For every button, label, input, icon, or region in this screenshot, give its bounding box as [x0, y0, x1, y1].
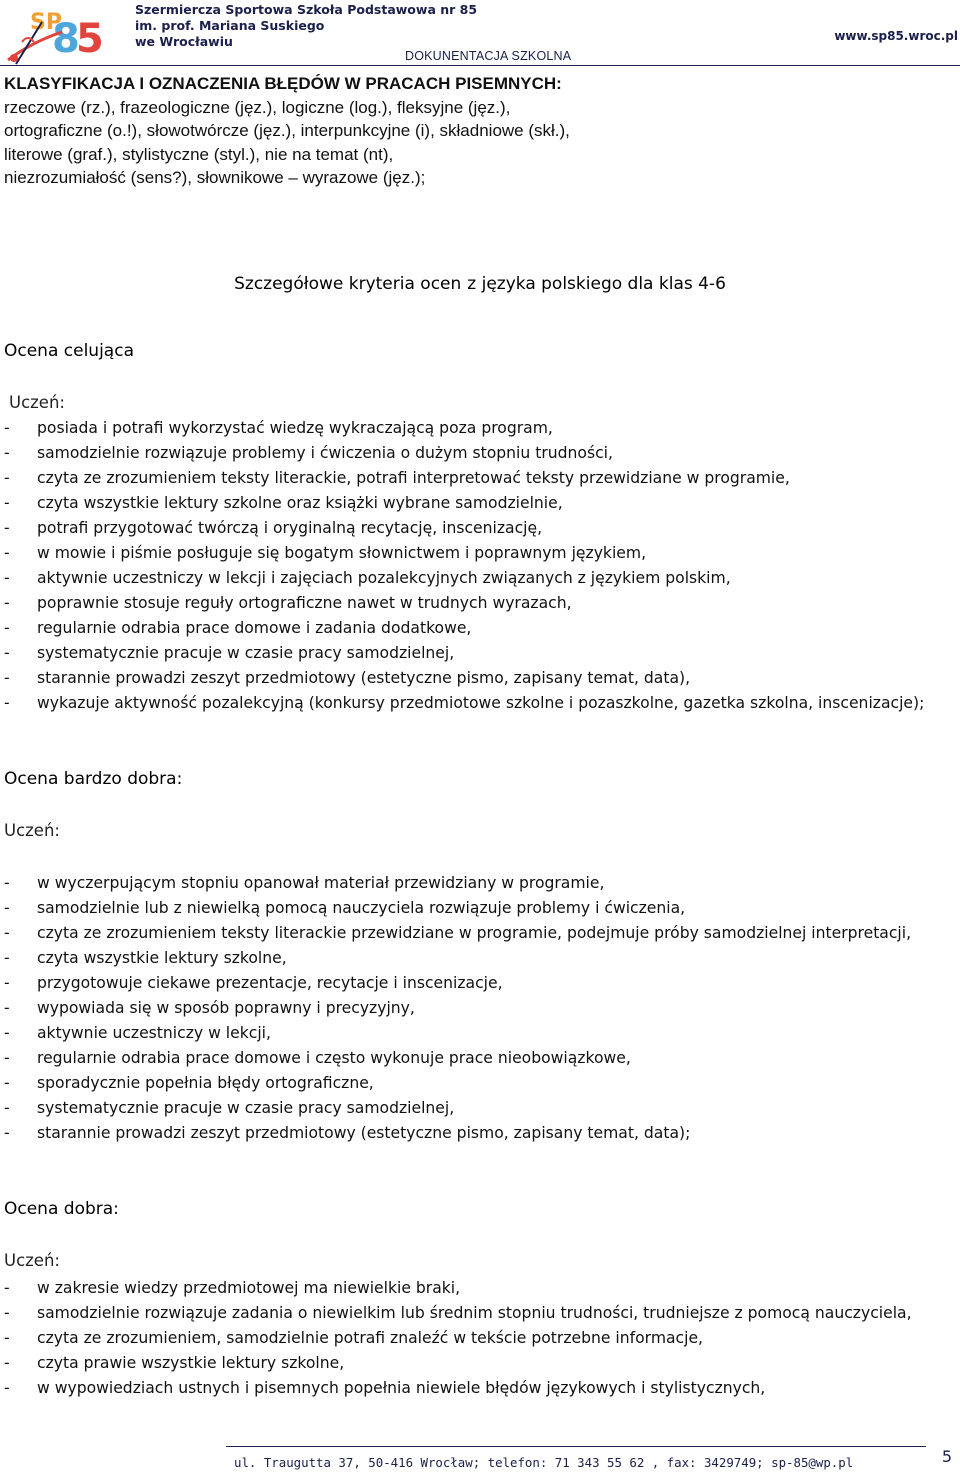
list-item: - sporadycznie popełnia błędy ortograficzne, — [4, 1071, 959, 1096]
document-type: DOKUNENTACJA SZKOLNA — [405, 49, 572, 63]
list-item: - wykazuje aktywność pozalekcyjną (konkursy przedmiotowe szkolne i pozaszkolne, gazetka szkolna, inscenizacje); — [4, 691, 959, 716]
school-name — [135, 2, 477, 50]
classification-line: niezrozumiałość (sens?), słownikowe – wyrazowe (jęz.); — [4, 168, 426, 187]
classification-line: ortograficzne (o.!), słowotwórcze (jęz.), interpunkcyjne (i), składniowe (skł.), — [4, 121, 570, 140]
list-item: - posiada i potrafi wykorzystać wiedzę wykraczającą poza program, — [4, 416, 959, 441]
error-classification — [4, 72, 604, 190]
list-item: - w zakresie wiedzy przedmiotowej ma niewielkie braki, — [4, 1276, 959, 1301]
list-item: - samodzielnie rozwiązuje problemy i ćwiczenia o dużym stopniu trudności, — [4, 441, 959, 466]
list-item: - w wypowiedziach ustnych i pisemnych popełnia niewiele błędów językowych i stylistycznych, — [4, 1376, 959, 1401]
list-item: - samodzielnie lub z niewielką pomocą nauczyciela rozwiązuje problemy i ćwiczenia, — [4, 896, 959, 921]
header-divider — [0, 65, 960, 66]
svg-text:SP: SP — [30, 10, 62, 35]
list-item: - czyta wszystkie lektury szkolne oraz książki wybrane samodzielnie, — [4, 491, 959, 516]
svg-text:8: 8 — [52, 16, 80, 62]
list-item: - starannie prowadzi zeszyt przedmiotowy (estetyczne pismo, zapisany temat, data); — [4, 1121, 959, 1146]
grade-heading-bardzo-dobra: Ocena bardzo dobra: — [4, 769, 183, 789]
list-item: - aktywnie uczestniczy w lekcji, — [4, 1021, 959, 1046]
page-title-part2: z języka polskiego dla klas 4-6 — [467, 274, 726, 294]
list-item: - wypowiada się w sposób poprawny i precyzyjny, — [4, 996, 959, 1021]
list-item: - poprawnie stosuje reguły ortograficzne nawet w trudnych wyrazach, — [4, 591, 959, 616]
list-item: - starannie prowadzi zeszyt przedmiotowy (estetyczne pismo, zapisany temat, data), — [4, 666, 959, 691]
list-item: - czyta ze zrozumieniem, samodzielnie potrafi znaleźć w tekście potrzebne informacje, — [4, 1326, 959, 1351]
classification-line: literowe (graf.), stylistyczne (styl.), nie na temat (nt), — [4, 144, 394, 164]
page-number: 5 — [941, 1447, 952, 1466]
list-item: - regularnie odrabia prace domowe i często wykonuje prace nieobowiązkowe, — [4, 1046, 959, 1071]
list-item: - czyta ze zrozumieniem teksty literackie przewidziane w programie, podejmuje próby samodzielnej interpretacji, — [4, 921, 959, 946]
grade-heading-celujaca: Ocena celująca — [4, 341, 134, 361]
student-label: Uczeń: — [4, 1251, 60, 1270]
list-item: - potrafi przygotować twórczą i oryginalną recytację, inscenizację, — [4, 516, 959, 541]
criteria-list-dobra — [4, 1276, 959, 1401]
list-item: - regularnie odrabia prace domowe i zadania dodatkowe, — [4, 616, 959, 641]
grade-heading-dobra: Ocena dobra: — [4, 1199, 119, 1219]
list-item: - przygotowuje ciekawe prezentacje, recytacje i inscenizacje, — [4, 971, 959, 996]
school-name-line2: im. prof. Mariana Suskiego — [135, 18, 325, 33]
list-item: - aktywnie uczestniczy w lekcji i zajęciach pozalekcyjnych związanych z językiem polskim, — [4, 566, 959, 591]
school-name-line3: we Wrocławiu — [135, 34, 233, 49]
page-title-part1: Szczegółowe kryteria ocen — [234, 274, 462, 294]
page-title — [0, 274, 960, 294]
list-item: - czyta prawie wszystkie lektury szkolne, — [4, 1351, 959, 1376]
school-name-line1: Szermiercza Sportowa Szkoła Podstawowa nr 85 — [135, 2, 478, 17]
list-item: - w wyczerpującym stopniu opanował materiał przewidziany w programie, — [4, 871, 959, 896]
criteria-list-bardzo-dobra — [4, 871, 959, 1146]
classification-line: rzeczowe (rz.), frazeologiczne (jęz.), logiczne (log.), fleksyjne (jęz.), — [4, 97, 511, 117]
list-item: - czyta ze zrozumieniem teksty literackie, potrafi interpretować teksty przewidziane w programie, — [4, 466, 959, 491]
criteria-list-celujaca — [4, 416, 959, 716]
list-item: - samodzielnie rozwiązuje zadania o niewielkim lub średnim stopniu trudności, trudniejsze z pomocą nauczyciela, — [4, 1301, 959, 1326]
student-label: Uczeń: — [4, 821, 60, 840]
list-item: - systematycznie pracuje w czasie pracy samodzielnej, — [4, 641, 959, 666]
student-label: Uczeń: — [9, 393, 65, 412]
footer-address: ul. Traugutta 37, 50-416 Wrocław; telefon: 71 343 55 62 , fax: 3429749; sp-85@wp.pl — [234, 1455, 854, 1470]
footer-divider — [226, 1446, 926, 1447]
list-item: - w mowie i piśmie posługuje się bogatym słownictwem i poprawnym językiem, — [4, 541, 959, 566]
svg-text:5: 5 — [76, 16, 104, 62]
website-link[interactable]: www.sp85.wroc.pl — [834, 29, 958, 43]
list-item: - czyta wszystkie lektury szkolne, — [4, 946, 959, 971]
classification-title: KLASYFIKACJA I OZNACZENIA BŁĘDÓW W PRACACH PISEMNYCH: — [4, 74, 562, 93]
school-logo — [2, 2, 110, 66]
list-item: - systematycznie pracuje w czasie pracy samodzielnej, — [4, 1096, 959, 1121]
